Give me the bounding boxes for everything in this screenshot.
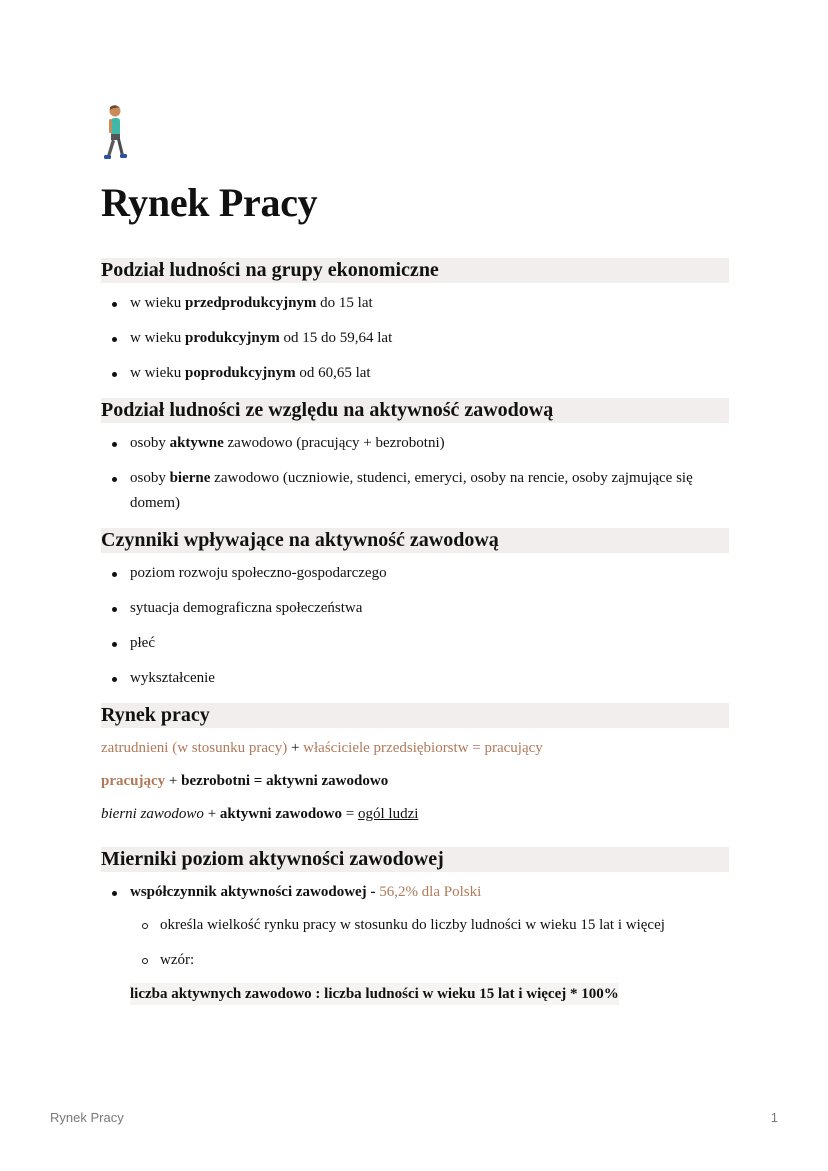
sub-list <box>130 913 729 973</box>
list-item: poziom rozwoju społeczno-gospodarczego <box>130 561 729 586</box>
footer-title: Rynek Pracy <box>50 1110 124 1125</box>
person-walking-icon <box>101 104 127 166</box>
equation-active: pracujący + bezrobotni = aktywni zawodowo <box>101 773 389 789</box>
page-number: 1 <box>770 1110 778 1125</box>
document-page <box>101 104 729 1005</box>
bullet-list <box>101 561 729 691</box>
list-item: sytuacja demograficzna społeczeństwa <box>130 596 729 621</box>
list-item: wykształcenie <box>130 666 729 691</box>
sub-list-item: określa wielkość rynku pracy w stosunku do liczby ludności w wieku 15 lat i więcej <box>160 913 729 938</box>
list-item: w wieku produkcyjnym od 15 do 59,64 lat <box>130 326 729 351</box>
equation-employed: zatrudnieni (w stosunku pracy) + właściciele przedsiębiorstw = pracujący <box>101 740 543 756</box>
bullet-list <box>101 880 729 973</box>
section-activity-factors <box>101 528 729 691</box>
list-item: w wieku przedprodukcyjnym do 15 lat <box>130 291 729 316</box>
list-item: płeć <box>130 631 729 656</box>
list-item: w wieku poprodukcyjnym od 60,65 lat <box>130 361 729 386</box>
section-labour-market <box>101 703 729 827</box>
sub-list-item: wzór: <box>160 948 729 973</box>
section-heading: Rynek pracy <box>101 703 729 728</box>
equation-population: bierni zawodowo + aktywni zawodowo = ogól ludzi <box>101 806 419 822</box>
page-footer <box>50 1110 778 1125</box>
bullet-list <box>101 431 729 516</box>
list-item: współczynnik aktywności zawodowej - 56,2% dla Polski określa wielkość rynku pracy w stosunku do liczby ludności w wieku 15 lat i więcej wzór: <box>130 880 729 973</box>
section-heading: Podział ludności ze względu na aktywność zawodową <box>101 398 729 423</box>
section-professional-activity <box>101 398 729 516</box>
section-economic-groups <box>101 258 729 386</box>
section-heading: Mierniki poziom aktywności zawodowej <box>101 847 729 872</box>
list-item: osoby bierne zawodowo (uczniowie, studenci, emeryci, osoby na rencie, osoby zajmujące się domem) <box>130 466 729 516</box>
section-heading: Podział ludności na grupy ekonomiczne <box>101 258 729 283</box>
section-activity-measures <box>101 847 729 1005</box>
list-item: osoby aktywne zawodowo (pracujący + bezrobotni) <box>130 431 729 456</box>
formula: liczba aktywnych zawodowo : liczba ludności w wieku 15 lat i więcej * 100% <box>130 983 619 1005</box>
page-title: Rynek Pracy <box>101 180 318 225</box>
bullet-list <box>101 291 729 386</box>
section-heading: Czynniki wpływające na aktywność zawodową <box>101 528 729 553</box>
